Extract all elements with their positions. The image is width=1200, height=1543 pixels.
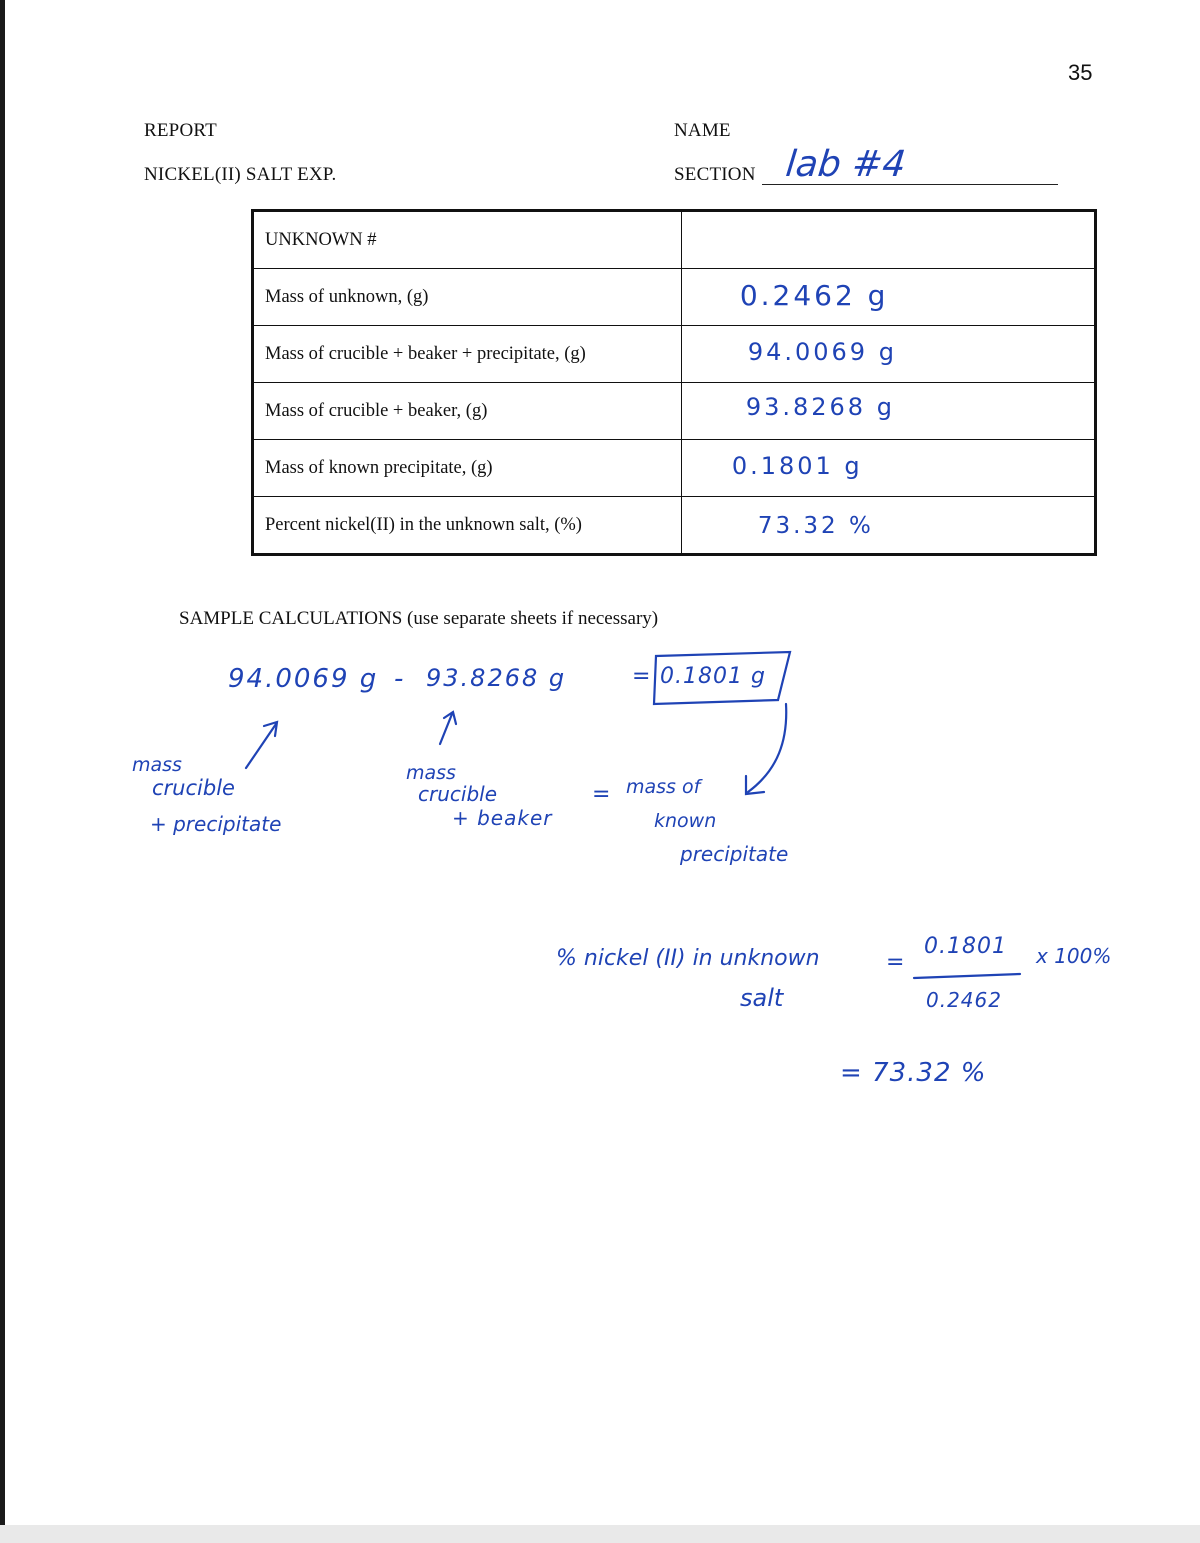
note2-beaker-label: + beaker — [452, 806, 553, 830]
note3-precipitate-label: precipitate — [680, 842, 789, 866]
percent-nickel-label-salt: salt — [740, 984, 784, 1012]
calc-minus: - — [394, 664, 404, 694]
mass-of-unknown-value: 0.2462 g — [739, 279, 889, 312]
page-number: 35 — [1068, 60, 1093, 85]
mass-known-precipitate-value: 0.1801 g — [731, 452, 863, 480]
row-label: Mass of known precipitate, (g) — [253, 440, 682, 497]
fraction-multiplier: x 100% — [1036, 944, 1112, 968]
mass-crucible-beaker-precipitate-value: 94.0069 g — [747, 338, 897, 366]
mass-crucible-beaker-value: 93.8268 g — [745, 393, 895, 421]
arrowhead-known-precipitate — [746, 776, 764, 794]
name-label: NAME — [674, 120, 731, 141]
row-value-cell — [681, 326, 1095, 383]
note3-equals: = — [592, 782, 611, 807]
section-value: lab #4 — [783, 144, 908, 185]
calc-term-1: 94.0069 g — [228, 664, 379, 694]
row-value-cell — [681, 383, 1095, 440]
row-label: Mass of crucible + beaker + precipitate, (g) — [253, 326, 682, 383]
calc-equals: = — [632, 664, 651, 689]
note-precipitate-label: + precipitate — [150, 812, 282, 836]
percent-nickel-label: % nickel (II) in unknown — [556, 946, 820, 971]
calculations-heading: SAMPLE CALCULATIONS (use separate sheets if necessary) — [179, 608, 659, 629]
note3-known-label: known — [654, 810, 717, 832]
table-row — [253, 269, 1096, 326]
page-edge-rule — [0, 0, 5, 1543]
percent-nickel-value: 73.32 % — [757, 513, 874, 539]
calc-result-boxed: 0.1801 g — [660, 664, 766, 689]
table-row — [253, 440, 1096, 497]
table-row — [253, 211, 1096, 269]
row-value-cell — [681, 497, 1095, 555]
fraction-bar — [914, 974, 1020, 978]
experiment-title: NICKEL(II) SALT EXP. — [144, 164, 337, 185]
table-row — [253, 326, 1096, 383]
percent-result: = 73.32 % — [840, 1058, 987, 1088]
row-label: Percent nickel(II) in the unknown salt, (%) — [253, 497, 682, 555]
arrowhead-term-2 — [444, 712, 456, 724]
note2-mass-label: mass — [406, 762, 456, 784]
row-label: Mass of unknown, (g) — [253, 269, 682, 326]
fraction-numerator: 0.1801 — [924, 934, 1007, 959]
row-value-cell — [681, 440, 1095, 497]
page-bottom-strip — [0, 1525, 1200, 1543]
row-value-cell — [681, 211, 1095, 269]
table-row — [253, 497, 1096, 555]
arrow-to-known-precipitate — [748, 704, 786, 792]
note-crucible-label: crucible — [152, 776, 235, 800]
row-label: UNKNOWN # — [253, 211, 682, 269]
note3-mass-of-label: mass of — [626, 776, 701, 798]
calc-term-2: 93.8268 g — [426, 664, 567, 692]
fraction-equals: = — [886, 950, 905, 975]
note-mass-label: mass — [132, 754, 182, 776]
note2-crucible-label: crucible — [418, 782, 498, 806]
section-label: SECTION — [674, 164, 756, 185]
arrow-to-term-2 — [440, 714, 452, 744]
arrow-to-term-1 — [246, 724, 276, 768]
report-title: REPORT — [144, 120, 217, 141]
row-value-cell — [681, 269, 1095, 326]
arrowhead-term-1 — [264, 722, 277, 736]
results-table — [251, 209, 1097, 556]
table-row — [253, 383, 1096, 440]
row-label: Mass of crucible + beaker, (g) — [253, 383, 682, 440]
fraction-denominator: 0.2462 — [926, 988, 1002, 1012]
